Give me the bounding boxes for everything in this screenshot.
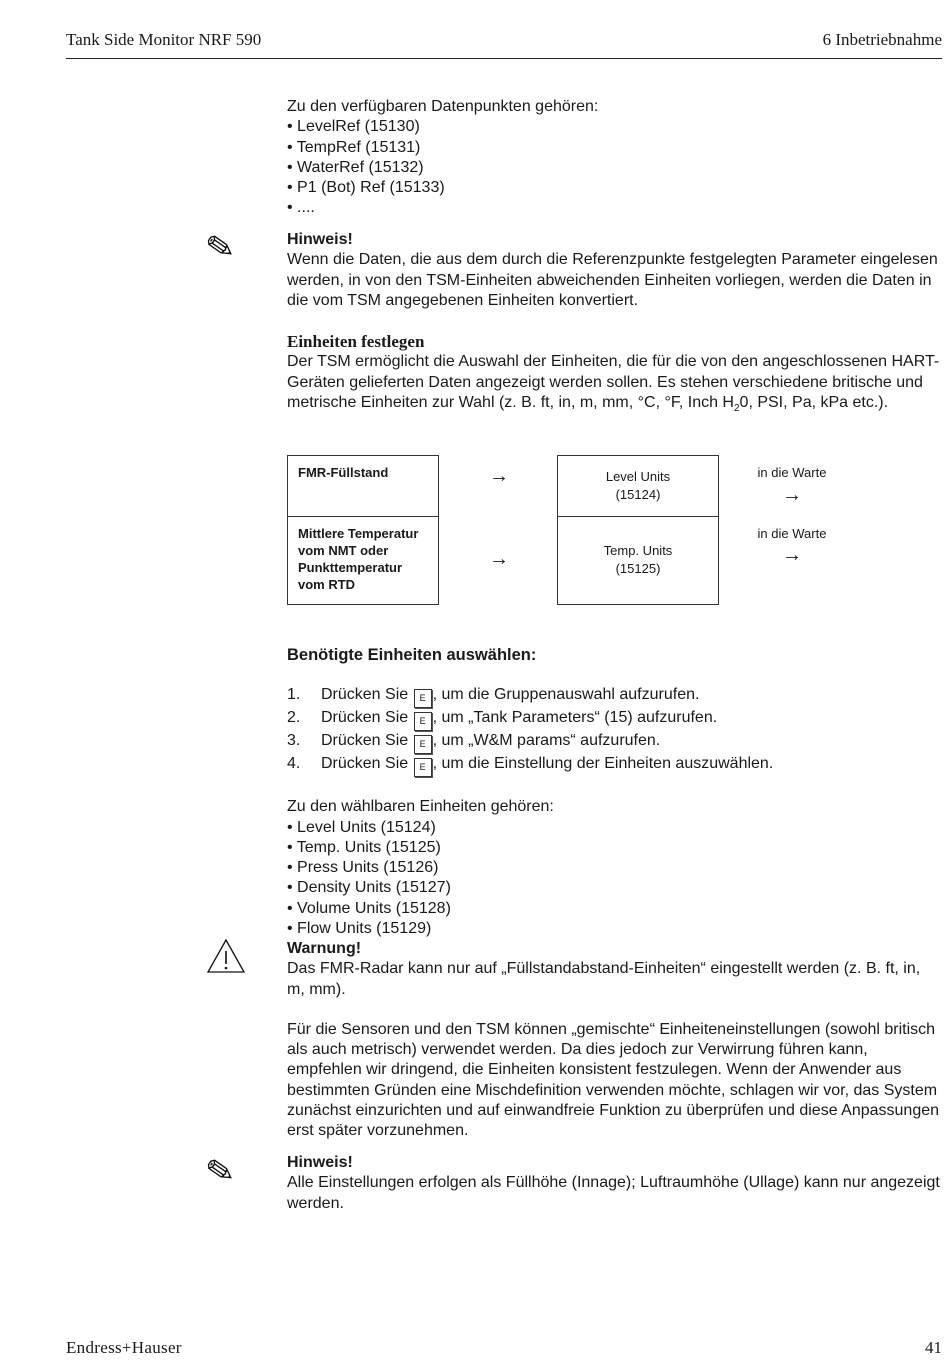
destination-label: in die Warte [757, 465, 827, 480]
step-text: , um „W&M params“ aufzurufen. [432, 732, 661, 750]
units-list [287, 818, 942, 940]
datapoints-intro: Zu den verfügbaren Datenpunkten gehören: [287, 98, 599, 115]
source-line: Punkttemperatur [298, 560, 403, 575]
list-item: • Density Units (15127) [287, 878, 942, 898]
arrow-icon: → [782, 544, 802, 566]
step-number: 1. [287, 686, 301, 704]
arrow-icon: → [782, 484, 802, 506]
step-number: 3. [287, 732, 301, 750]
e-key-icon: E [414, 758, 432, 777]
source-line: vom NMT oder [298, 543, 389, 558]
units-section [287, 332, 942, 419]
unit-box-level [557, 455, 719, 517]
step-text: Drücken Sie [321, 686, 409, 704]
source-line: vom RTD [298, 577, 356, 592]
note-text: Alle Einstellungen erfolgen als Füllhöhe (Innage); Luftraumhöhe (Ullage) kann nur angezeigt werden. [287, 1174, 940, 1212]
note-title: Hinweis! [287, 231, 353, 248]
list-item: • Flow Units (15129) [287, 919, 942, 939]
warning-text: Für die Sensoren und den TSM können „gemischte“ Einheiteneinstellungen (sowohl britisch als auch metrisch) verwendet werden. Da dies jedoch zur Verwirrung führen kann, empfehlen wir dringend, die Einheiten konsistent festzulegen. Wenn der Anwender aus bestimmten Gründen eine Mischdefinition verwenden möchte, schlagen wir vor, das System zunächst einzurichten und auf einwandfreie Funktion zu überprüfen und diese Anpassungen erst später vorzunehmen. [287, 1020, 940, 1140]
header-rule [66, 58, 942, 59]
unit-box-temp [557, 516, 719, 605]
list-item: • TempRef (15131) [287, 138, 942, 158]
e-key-icon: E [414, 689, 432, 708]
unit-label: Temp. Units [603, 543, 673, 558]
destination-label: in die Warte [757, 526, 827, 541]
header-chapter: 6 Inbetriebnahme [822, 30, 942, 49]
header-title: Tank Side Monitor NRF 590 [66, 30, 262, 49]
section-text-part: Der TSM ermöglicht die Auswahl der Einheiten, die für die von den angeschlossenen HART-Geräten gelieferten Daten angezeigt werden sollen. Es stehen verschiedene britische und metrische Einheiten zur Wahl (z. B. ft, in, m, mm, °C, °F, Inch H [287, 353, 940, 411]
list-item: • Temp. Units (15125) [287, 838, 942, 858]
warning-title: Warnung! [287, 940, 362, 957]
steps-list [287, 685, 942, 777]
list-item: • LevelRef (15130) [287, 117, 942, 137]
step-text: , um die Einstellung der Einheiten auszuwählen. [432, 755, 774, 773]
step-item [287, 754, 942, 777]
select-units-section [287, 645, 942, 939]
datapoints-section [287, 97, 942, 219]
source-label: FMR-Füllstand [298, 465, 389, 480]
section-heading: Einheiten festlegen [287, 332, 425, 351]
source-line: Mittlere Temperatur [298, 526, 419, 541]
note-block [287, 230, 942, 311]
step-text: Drücken Sie [321, 709, 409, 727]
subscript: 2 [733, 403, 740, 415]
step-item [287, 708, 942, 731]
step-item [287, 685, 942, 708]
note-block [287, 1153, 942, 1214]
warning-triangle-icon [206, 938, 246, 980]
list-item: • .... [287, 198, 942, 218]
section-text [287, 352, 942, 419]
note-title: Hinweis! [287, 1154, 353, 1171]
step-text: Drücken Sie [321, 732, 409, 750]
section-text-part: 0, PSI, Pa, kPa etc.). [739, 393, 889, 411]
note-text: Wenn die Daten, die aus dem durch die Referenzpunkte festgelegten Parameter eingelesen werden, in von den TSM-Einheiten abweichenden Einheiten vorliegen, werden die Daten in die vom TSM angegebenen Einheiten konvertiert. [287, 251, 938, 309]
unit-label: Level Units [605, 469, 671, 484]
unit-code: (15124) [615, 487, 661, 502]
list-item: • Press Units (15126) [287, 858, 942, 878]
section-heading: Benötigte Einheiten auswählen: [287, 646, 537, 664]
page-number: 41 [925, 1338, 942, 1357]
e-key-icon: E [414, 735, 432, 754]
arrow-icon: → [489, 465, 509, 487]
unit-code: (15125) [615, 561, 661, 576]
step-item [287, 731, 942, 754]
step-text: Drücken Sie [321, 755, 409, 773]
warning-text: Das FMR-Radar kann nur auf „Füllstandabstand-Einheiten“ eingestellt werden (z. B. ft, in, m, mm). [287, 960, 921, 998]
source-box-temp [287, 516, 439, 605]
list-item: • Volume Units (15128) [287, 899, 942, 919]
pencil-icon: ✎ [202, 226, 238, 270]
list-item: • WaterRef (15132) [287, 158, 942, 178]
datapoints-list [287, 117, 942, 218]
arrow-icon: → [489, 548, 509, 570]
list-item: • P1 (Bot) Ref (15133) [287, 178, 942, 198]
warning-block [287, 939, 942, 1142]
list-item: • Level Units (15124) [287, 818, 942, 838]
step-number: 2. [287, 709, 301, 727]
step-text: , um die Gruppenauswahl aufzurufen. [432, 686, 700, 704]
pencil-icon: ✎ [202, 1150, 238, 1194]
step-number: 4. [287, 755, 301, 773]
source-box-level [287, 455, 439, 517]
footer-brand: Endress+Hauser [66, 1338, 182, 1357]
e-key-icon: E [414, 712, 432, 731]
step-text: , um „Tank Parameters“ (15) aufzurufen. [432, 709, 718, 727]
units-list-intro: Zu den wählbaren Einheiten gehören: [287, 798, 554, 816]
